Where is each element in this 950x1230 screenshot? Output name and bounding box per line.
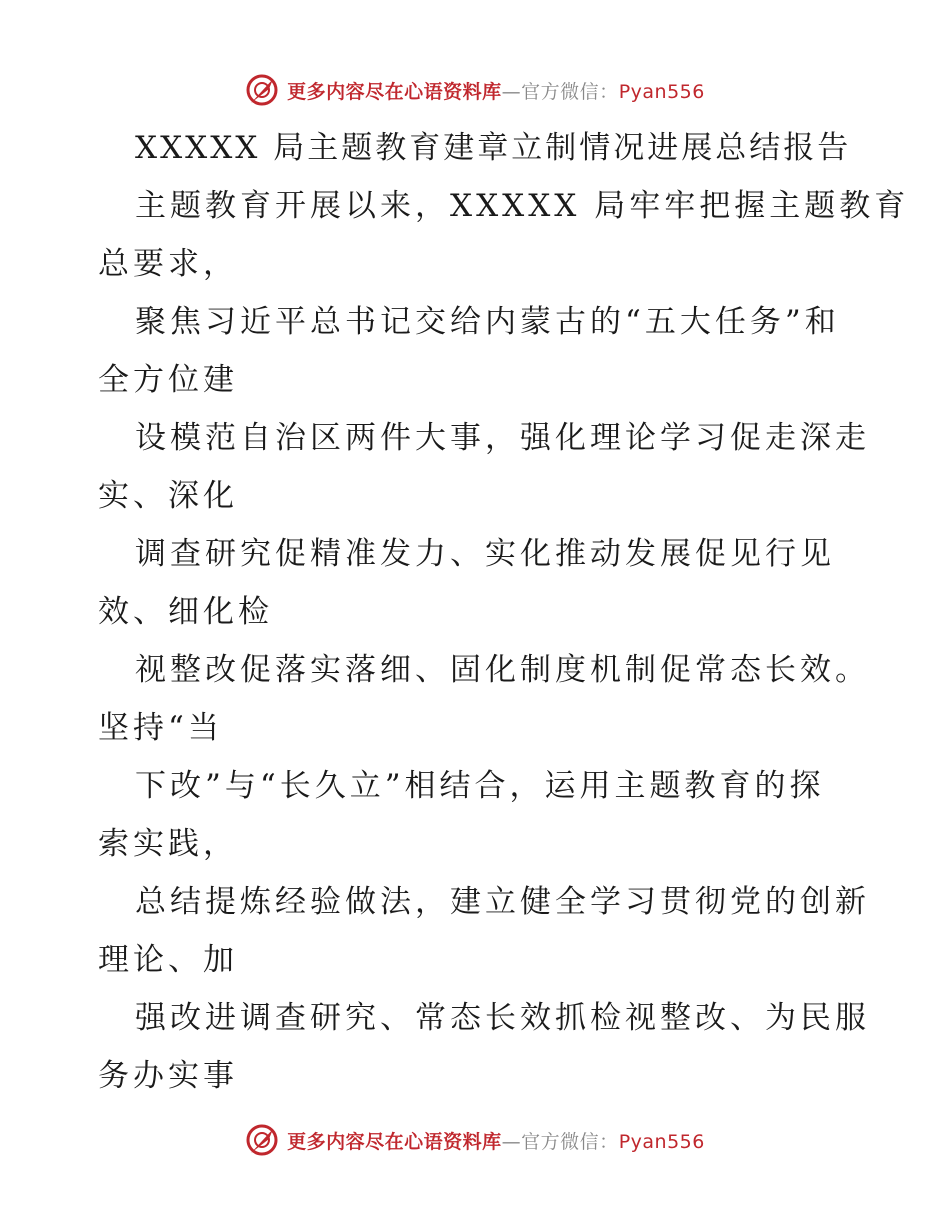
paragraph-line: 总要求， <box>98 246 238 282</box>
paragraph-line: 主题教育开展以来，XXXXX 局牢牢把握主题教育 <box>135 188 910 224</box>
paragraph-line: 全方位建 <box>98 362 238 398</box>
paragraph-line: 实、深化 <box>98 478 238 514</box>
paragraph-line: 索实践， <box>98 826 238 862</box>
paragraph-line: 务办实事 <box>98 1058 238 1094</box>
paragraph-line: 效、细化检 <box>98 594 273 630</box>
footer-watermark <box>0 1118 950 1162</box>
watermark-label: 官方微信： <box>521 1130 619 1153</box>
watermark-main-text: 更多内容尽在心语资料库 <box>287 80 502 103</box>
paragraph-line: 设模范自治区两件大事，强化理论学习促走深走 <box>135 420 870 456</box>
watermark-separator: — <box>501 80 522 103</box>
document-title: XXXXX 局主题教育建章立制情况进展总结报告 <box>135 130 852 166</box>
paragraph-line: 下改”与“长久立”相结合，运用主题教育的探 <box>135 768 825 804</box>
paragraph-line: 强改进调查研究、常态长效抓检视整改、为民服 <box>135 1000 870 1036</box>
watermark-main-text: 更多内容尽在心语资料库 <box>287 1130 502 1153</box>
paragraph-line: 视整改促落实落细、固化制度机制促常态长效。 <box>135 652 870 688</box>
paragraph-line: 调查研究促精准发力、实化推动发展促见行见 <box>135 536 835 572</box>
paragraph-line: 理论、加 <box>98 942 238 978</box>
paragraph-line: 总结提炼经验做法，建立健全学习贯彻党的创新 <box>135 884 870 920</box>
paragraph-line: 聚焦习近平总书记交给内蒙古的“五大任务”和 <box>135 304 840 340</box>
quill-logo-icon <box>245 1123 279 1157</box>
watermark-label: 官方微信： <box>521 80 619 103</box>
watermark-id: Pyan556 <box>618 80 705 103</box>
paragraph-line: 坚持“当 <box>98 710 223 746</box>
watermark-id: Pyan556 <box>618 1130 705 1153</box>
watermark-separator: — <box>501 1130 522 1153</box>
